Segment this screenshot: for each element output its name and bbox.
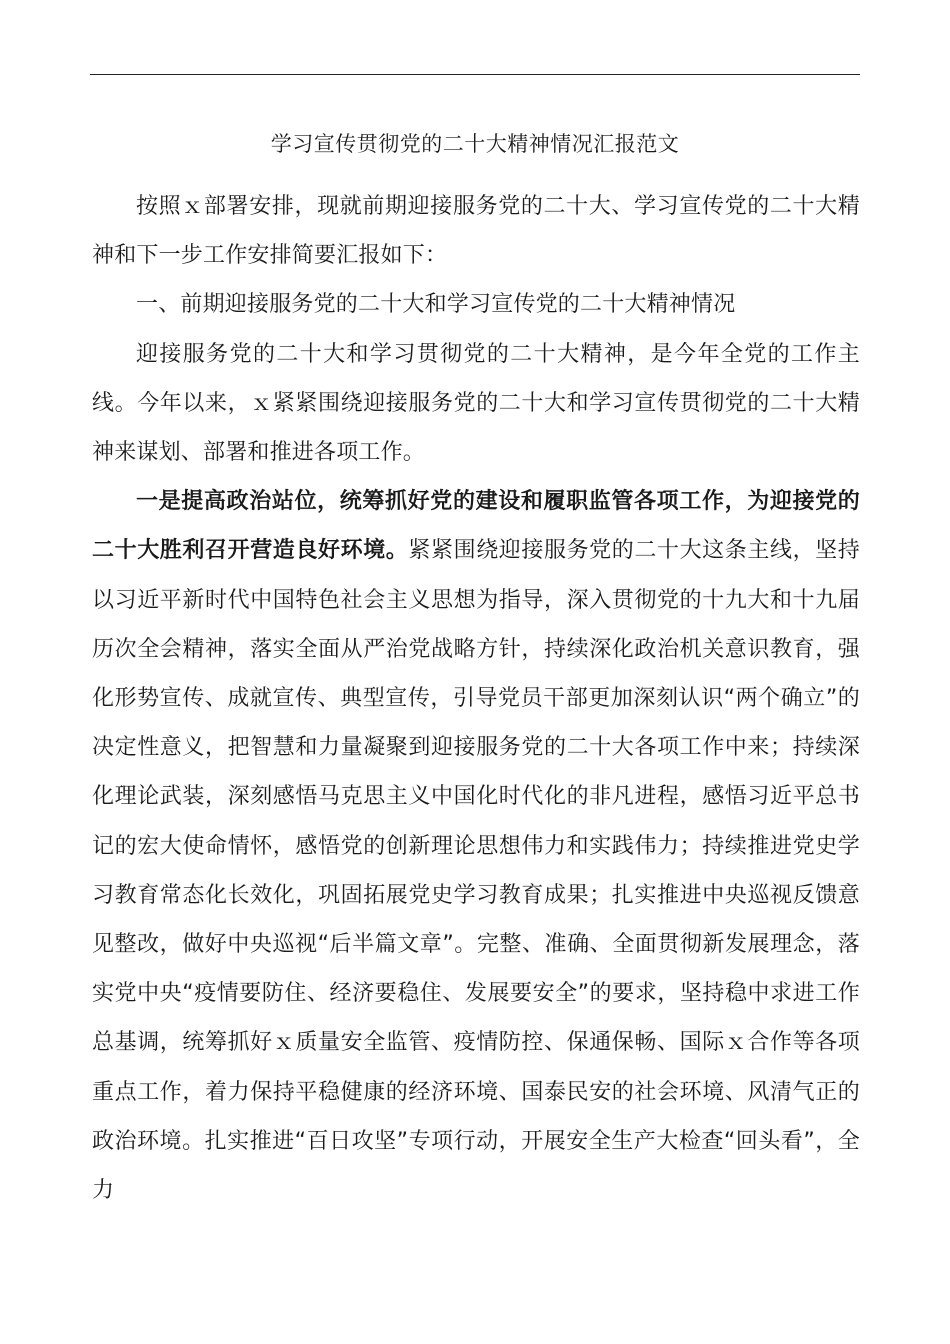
point-1-body: 紧紧围绕迎接服务党的二十大这条主线，坚持以习近平新时代中国特色社会主义思想为指导，深入贯彻党的十九大和十九届历次全会精神，落实全面从严治党战略方针，持续深化政治机关意识教育，强化形势宣传、成就宣传、典型宣传，引导党员干部更加深刻认识“两个确立”的决定性意义，把智慧和力量凝聚到迎接服务党的二十大各项工作中来；持续深化理论武装，深刻感悟马克思主义中国化时代化的非凡进程，感悟习近平总书记的宏大使命情怀，感悟党的创新理论思想伟力和实践伟力；持续推进党史学习教育常态化长效化，巩固拓展党史学习教育成果；扎实推进中央巡视反馈意见整改，做好中央巡视“后半篇文章”。完整、准确、全面贯彻新发展理念，落实党中央“疫情要防住、经济要稳住、发展要安全”的要求，坚持稳中求进工作总基调，统筹抓好ｘ质量安全监管、疫情防控、保通保畅、国际ｘ合作等各项重点工作，着力保持平稳健康的经济环境、国泰民安的社会环境、风清气正的政治环境。扎实推进“百日攻坚”专项行动，开展安全生产大检查“回头看”，全力 xyxy=(92,538,860,1204)
document-body xyxy=(92,182,860,1215)
overview-paragraph: 迎接服务党的二十大和学习贯彻党的二十大精神，是今年全党的工作主线。今年以来，ｘ紧紧围绕迎接服务党的二十大和学习宣传贯彻党的二十大精神来谋划、部署和推进各项工作。 xyxy=(92,341,860,466)
document-title: 学习宣传贯彻党的二十大精神情况汇报范文 xyxy=(270,132,680,156)
section-heading-1: 一、前期迎接服务党的二十大和学习宣传党的二十大精神情况 xyxy=(136,292,736,318)
header-rule xyxy=(90,74,860,75)
point-1-paragraph xyxy=(92,477,860,1215)
point-1-lead: 一是提高政治站位，统筹抓好党的建设和履职监管各项工作，为迎接党的二十大胜利召开营造良好环境。 xyxy=(92,489,860,564)
intro-paragraph: 按照ｘ部署安排，现就前期迎接服务党的二十大、学习宣传党的二十大精神和下一步工作安排简要汇报如下： xyxy=(92,194,860,269)
